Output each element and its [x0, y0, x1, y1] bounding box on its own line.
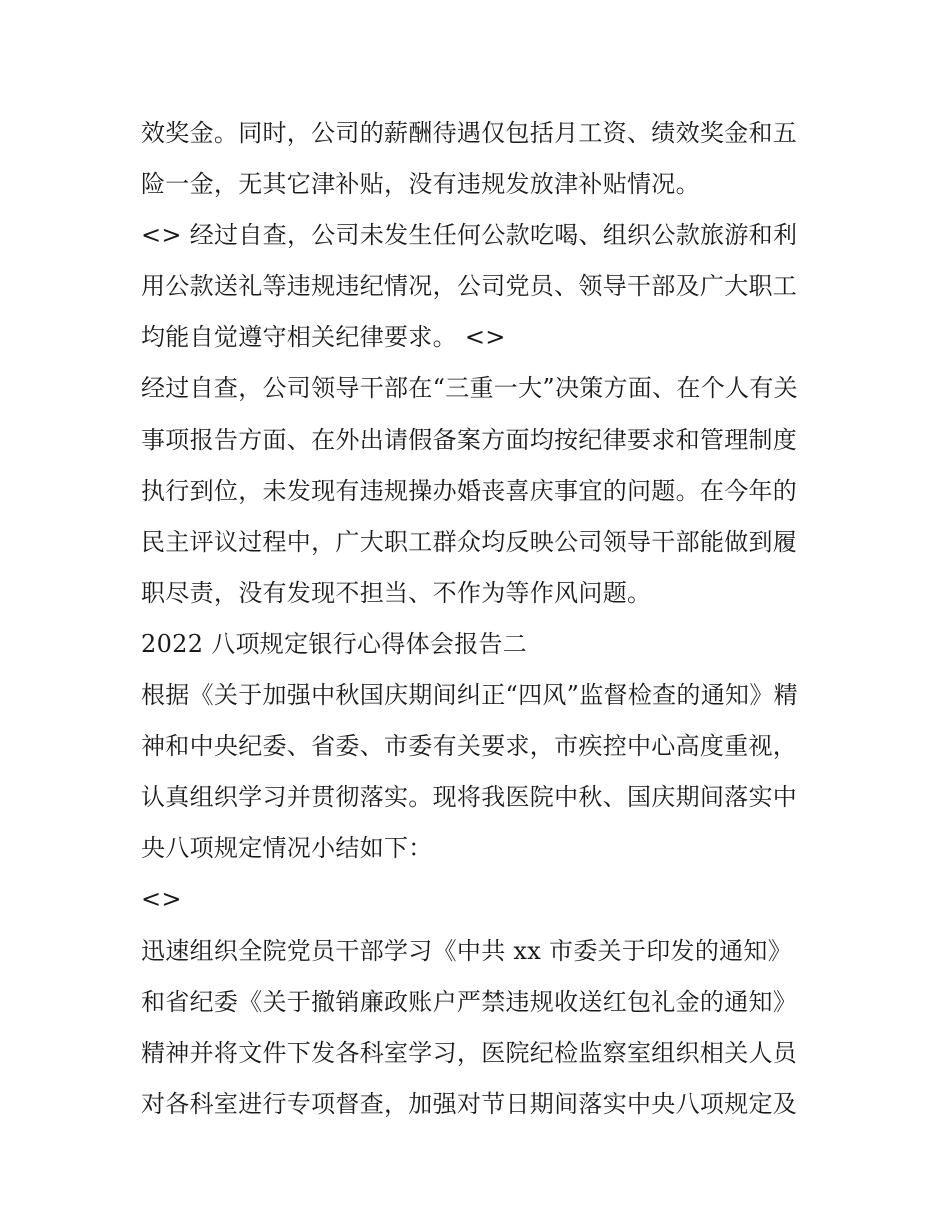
text-line: 均能自觉遵守相关纪律要求。 <>: [141, 323, 506, 352]
text-line: 经过自查，公司领导干部在“三重一大”决策方面、在个人有关: [141, 374, 798, 403]
text-line: 职尽责，没有发现不担当、不作为等作风问题。: [141, 578, 652, 607]
text-line: 用公款送礼等违规违纪情况，公司党员、领导干部及广大职工: [141, 272, 798, 301]
text-line: 和省纪委《关于撤销廉政账户严禁违规收送红包礼金的通知》: [141, 987, 798, 1016]
text-line: 央八项规定情况小结如下：: [141, 834, 433, 863]
document-body: [141, 108, 821, 1130]
text-line: <> 经过自查，公司未发生任何公款吃喝、组织公款旅游和利: [141, 221, 798, 250]
text-line: 神和中央纪委、省委、市委有关要求，市疾控中心高度重视，: [141, 732, 798, 761]
text-line: 民主评议过程中，广大职工群众均反映公司领导干部能做到履: [141, 527, 798, 556]
text-line: 迅速组织全院党员干部学习《中共 xx 市委关于印发的通知》: [141, 936, 793, 965]
text-line: 事项报告方面、在外出请假备案方面均按纪律要求和管理制度: [141, 425, 798, 454]
text-line: 险一金，无其它津补贴，没有违规发放津补贴情况。: [141, 170, 700, 199]
text-line: 对各科室进行专项督查，加强对节日期间落实中央八项规定及: [141, 1089, 798, 1118]
text-line: 精神并将文件下发各科室学习，医院纪检监察室组织相关人员: [141, 1038, 798, 1067]
section-heading: 2022 八项规定银行心得体会报告二: [141, 629, 528, 658]
text-line: <>: [141, 885, 182, 914]
text-line: 认真组织学习并贯彻落实。现将我医院中秋、国庆期间落实中: [141, 783, 798, 812]
text-line: 执行到位，未发现有违规操办婚丧喜庆事宜的问题。在今年的: [141, 476, 798, 505]
text-line: 根据《关于加强中秋国庆期间纠正“四风”监督检查的通知》精: [141, 681, 798, 710]
text-line: 效奖金。同时，公司的薪酬待遇仅包括月工资、绩效奖金和五: [141, 119, 798, 147]
